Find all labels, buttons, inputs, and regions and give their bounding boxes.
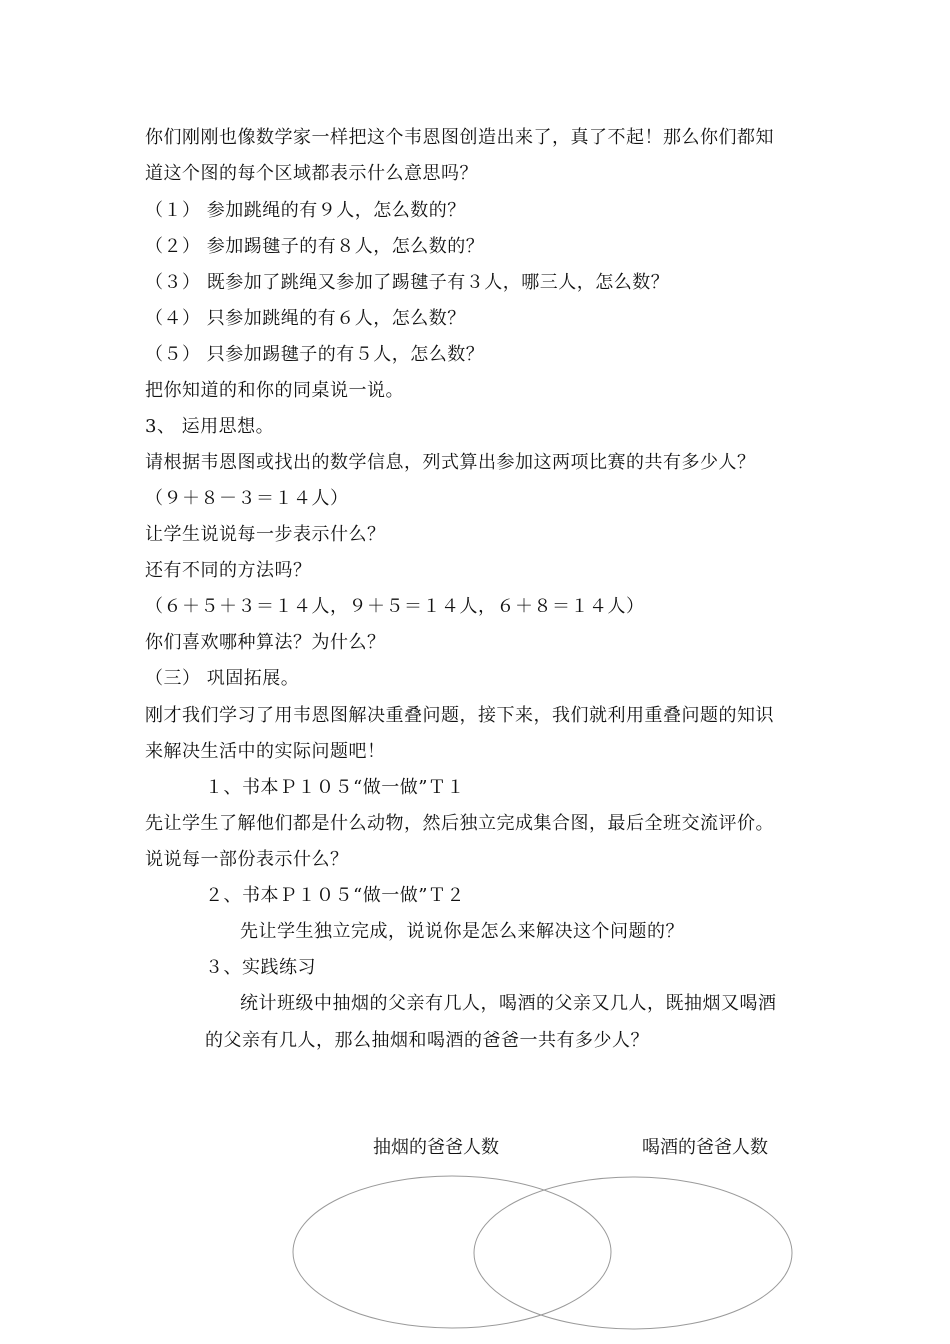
paragraph-line: 说说每一部份表示什么？	[145, 849, 349, 870]
formula-line: （９＋８－３＝１４人）	[145, 488, 349, 509]
paragraph-line: 把你知道的和你的同桌说一说。	[145, 380, 404, 401]
paragraph-line: 请根据韦恩图或找出的数学信息，列式算出参加这两项比赛的共有多少人？	[145, 452, 756, 473]
section-heading: （三） 巩固拓展。	[145, 668, 300, 689]
paragraph-line: 先让学生独立完成，说说你是怎么来解决这个问题的？	[240, 921, 684, 942]
paragraph-line: 你们刚刚也像数学家一样把这个韦恩图创造出来了，真了不起！那么你们都知	[145, 127, 774, 148]
exercise-item: ２、书本Ｐ１０５“做一做”Ｔ２	[205, 885, 465, 906]
list-item: （１） 参加跳绳的有９人，怎么数的？	[145, 200, 466, 221]
paragraph-line: 统计班级中抽烟的父亲有几人，喝酒的父亲又几人，既抽烟又喝酒	[240, 993, 777, 1014]
paragraph-line: 来解决生活中的实际问题吧！	[145, 741, 386, 762]
paragraph-line: 道这个图的每个区域都表示什么意思吗？	[145, 163, 478, 184]
section-heading: 3、 运用思想。	[145, 416, 275, 437]
paragraph-line: 的父亲有几人，那么抽烟和喝酒的爸爸一共有多少人？	[205, 1030, 649, 1051]
list-item: （４） 只参加跳绳的有６人，怎么数？	[145, 308, 466, 329]
venn-diagram	[280, 1165, 810, 1340]
exercise-item: １、书本Ｐ１０５“做一做”Ｔ１	[205, 777, 465, 798]
paragraph-line: 刚才我们学习了用韦恩图解决重叠问题，接下来，我们就利用重叠问题的知识	[145, 705, 774, 726]
list-item: （２） 参加踢毽子的有８人，怎么数的？	[145, 236, 485, 257]
venn-right-label: 喝酒的爸爸人数	[642, 1137, 768, 1158]
exercise-item: ３、实践练习	[205, 957, 316, 978]
paragraph-line: 还有不同的方法吗？	[145, 560, 312, 581]
venn-right-circle	[474, 1177, 792, 1329]
formula-line: （６＋５＋３＝１４人，９＋５＝１４人，６＋８＝１４人）	[145, 596, 645, 617]
venn-left-circle	[293, 1176, 611, 1328]
paragraph-line: 你们喜欢哪种算法？为什么？	[145, 632, 386, 653]
list-item: （３） 既参加了跳绳又参加了踢毽子有３人，哪三人，怎么数？	[145, 272, 670, 293]
list-item: （５） 只参加踢毽子的有５人，怎么数？	[145, 344, 485, 365]
paragraph-line: 让学生说说每一步表示什么？	[145, 524, 386, 545]
paragraph-line: 先让学生了解他们都是什么动物，然后独立完成集合图，最后全班交流评价。	[145, 813, 774, 834]
venn-left-label: 抽烟的爸爸人数	[373, 1137, 499, 1158]
